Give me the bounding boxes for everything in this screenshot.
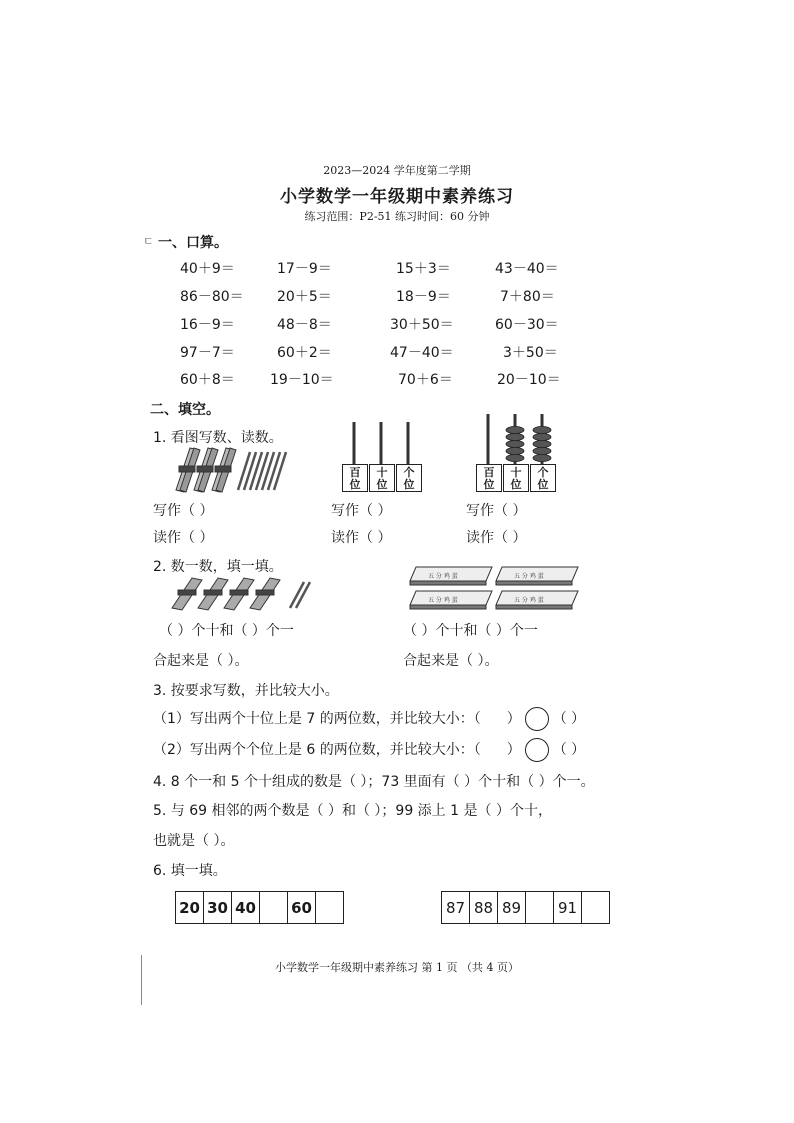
compare-circle[interactable]	[525, 707, 549, 731]
term-line: 2023—2024 学年度第二学期	[323, 164, 471, 177]
egg-carton	[410, 591, 492, 609]
q3-sub2-text: （2）写出两个个位上是 6 的两位数，并比较大小：（	[153, 742, 481, 758]
ones-beads	[533, 426, 551, 461]
egg-cartons-picture	[408, 563, 583, 613]
page-footer: 小学数学一年级期中素养练习 第 1 页 （共 4 页）	[275, 961, 519, 974]
q5-line1: 5. 与 69 相邻的两个数是（ ）和（ ）；99 添上 1 是（ ）个十，	[153, 803, 552, 819]
calc-item: 19－10＝	[270, 372, 334, 388]
calc-item: 30＋50＝	[390, 317, 454, 333]
egg-carton	[496, 591, 578, 609]
sequence-cell: 20	[176, 892, 204, 924]
calc-item: 43－40＝	[495, 261, 559, 277]
sequence-cell: 88	[470, 892, 498, 924]
egg-carton-label: 五 分 鸡 蛋	[514, 597, 544, 604]
single-sticks	[238, 452, 286, 490]
tens-beads	[506, 426, 524, 461]
calc-item: 97－7＝	[180, 345, 235, 361]
calc-item: 3＋50＝	[503, 345, 558, 361]
calc-item: 20－10＝	[497, 372, 561, 388]
q3-sub2	[153, 738, 585, 762]
write-blank[interactable]: 写作（ ）	[153, 503, 214, 519]
exercise-scope: 练习范围：P2-51 练习时间：60 分钟	[304, 210, 490, 223]
sequence-cell: 89	[498, 892, 526, 924]
q3-sub1-text: （1）写出两个十位上是 7 的两位数，并比较大小：（	[153, 711, 481, 727]
bundles-sticks-picture-2	[170, 576, 330, 612]
sequence-blank-cell[interactable]	[526, 892, 554, 924]
bundle-of-ten	[224, 578, 254, 610]
q3-text: 3. 按要求写数，并比较大小。	[153, 683, 339, 699]
number-sequence-2	[441, 891, 610, 924]
page-title: 小学数学一年级期中素养练习	[280, 187, 514, 207]
tens-ones-blank[interactable]: （ ）个十和（ ）个一	[403, 623, 538, 639]
calc-item: 16－9＝	[180, 317, 235, 333]
abacus-place-tens: 十 位	[503, 464, 529, 492]
calc-item: 47－40＝	[390, 345, 454, 361]
read-blank[interactable]: 读作（ ）	[466, 530, 527, 546]
q2-text: 2. 数一数，填一填。	[153, 559, 283, 575]
egg-carton-label: 五 分 鸡 蛋	[428, 597, 458, 604]
sequence-cell: 91	[554, 892, 582, 924]
bundle-of-ten	[198, 578, 228, 610]
calc-item: 18－9＝	[396, 289, 451, 305]
abacus-place-tens: 十 位	[369, 464, 395, 492]
sequence-cell: 40	[232, 892, 260, 924]
q6-text: 6. 填一填。	[153, 863, 227, 879]
abacus-place-ones: 个 位	[530, 464, 556, 492]
read-blank[interactable]: 读作（ ）	[331, 530, 392, 546]
number-blank[interactable]: （ ）	[552, 742, 586, 758]
calc-item: 48－8＝	[277, 317, 332, 333]
paren-close: ）	[506, 742, 521, 758]
bundle-of-ten	[250, 578, 280, 610]
sequence-blank-cell[interactable]	[316, 892, 344, 924]
calc-item: 15＋3＝	[396, 261, 451, 277]
sequence-blank-cell[interactable]	[582, 892, 610, 924]
calc-item: 70＋6＝	[398, 372, 453, 388]
calc-item: 7＋80＝	[500, 289, 555, 305]
calc-item: 86－80＝	[180, 289, 244, 305]
abacus-place-hundreds: 百 位	[342, 464, 368, 492]
calc-item: 60＋8＝	[180, 372, 235, 388]
q3-sub1	[153, 707, 585, 731]
margin-mark: ㄷ	[143, 235, 154, 248]
sequence-blank-cell[interactable]	[260, 892, 288, 924]
write-blank[interactable]: 写作（ ）	[331, 503, 392, 519]
compare-circle[interactable]	[525, 738, 549, 762]
section1-title: 一、口算。	[158, 235, 228, 251]
sequence-cell: 87	[442, 892, 470, 924]
q4-text: 4. 8 个一和 5 个十组成的数是（ ）；73 里面有（ ）个十和（ ）个一。	[153, 774, 595, 790]
calc-item: 60＋2＝	[277, 345, 332, 361]
calc-item: 20＋5＝	[277, 289, 332, 305]
abacus-empty	[340, 420, 422, 464]
q1-text: 1. 看图写数、读数。	[153, 430, 283, 446]
bundle-of-ten	[172, 578, 202, 610]
q5-line2: 也就是（ ）。	[153, 833, 235, 849]
read-blank[interactable]: 读作（ ）	[153, 530, 214, 546]
abacus-place-hundreds: 百 位	[476, 464, 502, 492]
abacus-place-ones: 个 位	[396, 464, 422, 492]
egg-carton-label: 五 分 鸡 蛋	[428, 573, 458, 580]
single-sticks	[290, 582, 310, 608]
paren-close: ）	[506, 711, 521, 727]
bundles-sticks-picture	[170, 446, 290, 494]
number-blank[interactable]: （ ）	[552, 711, 586, 727]
total-blank[interactable]: 合起来是（ ）。	[403, 653, 499, 669]
egg-carton-label: 五 分 鸡 蛋	[514, 573, 544, 580]
sequence-cell: 30	[204, 892, 232, 924]
calc-item: 17－9＝	[277, 261, 332, 277]
total-blank[interactable]: 合起来是（ ）。	[153, 653, 249, 669]
section2-title: 二、填空。	[150, 402, 220, 418]
calc-item: 40＋9＝	[180, 261, 235, 277]
egg-carton	[496, 567, 578, 585]
egg-carton	[410, 567, 492, 585]
number-sequence-1	[175, 891, 344, 924]
calc-item: 60－30＝	[495, 317, 559, 333]
abacus-with-beads	[474, 412, 558, 464]
write-blank[interactable]: 写作（ ）	[466, 503, 527, 519]
tens-ones-blank[interactable]: （ ）个十和（ ）个一	[159, 623, 294, 639]
sequence-cell: 60	[288, 892, 316, 924]
